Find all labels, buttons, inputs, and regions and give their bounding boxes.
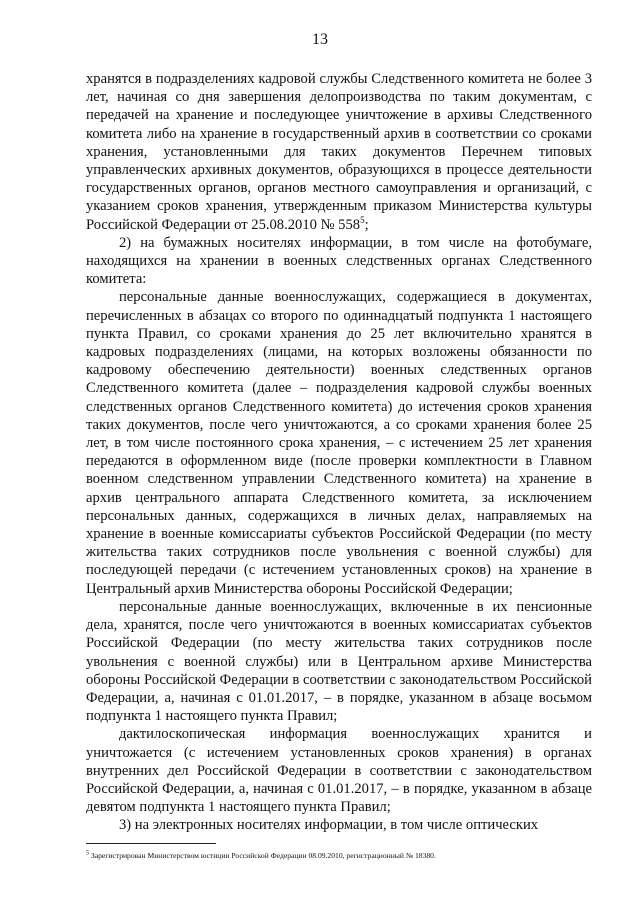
body-text bbox=[86, 70, 592, 835]
page-number: 13 bbox=[312, 31, 328, 48]
paragraph-electronic-media: 3) на электронных носителях информации, в том числе оптических bbox=[119, 817, 539, 834]
footnote-text: Зарегистрирован Министерством юстиции Российской Федерации 08.09.2010, регистрационный № 18380. bbox=[89, 851, 436, 860]
footnote-divider bbox=[86, 843, 216, 844]
footnote-marker: 5 bbox=[86, 850, 89, 857]
paragraph-military-personal-data: персональные данные военнослужащих, содержащиеся в документах, перечисленных в абзацах со второго по одиннадцатый подпункта 1 настоящего пункта Правил, со сроками хранения до 25 лет включительно хранятся в кадровых подразделениях (лицами, на которых возложены обязанности по кадровому обеспечению деятельности) военных следственных органов Следственного комитета (далее – подразделения кадровой службы военных следственных органов Следственного комитета) до истечения сроков хранения таких документов, после чего уничтожаются, а со сроками хранения более 25 лет, в том числе постоянного срока хранения, – с истечением 25 лет хранения передаются в оформленном виде (после проверки комплектности в Главном военном следственном управлении Следственного комитета) на хранение в архив центрального аппарата Следственного комитета, за исключением персональных данных, содержащихся в личных делах, направляемых на хранение в военные комиссариаты субъектов Российской Федерации (по месту жительства таких сотрудников после увольнения с военной службы) для последующей передачи (с истечением установленных сроков) на хранение в Центральный архив Министерства обороны Российской Федерации; bbox=[86, 289, 592, 597]
paragraph-dactyloscopic-info: дактилоскопическая информация военнослужащих хранится и уничтожается (с истечением установленных сроков хранения) в органах внутренних дел Российской Федерации в соответствии с законодательством Российской Федерации, а, начиная с 01.01.2017, – в порядке, указанном в абзаце девятом подпункта 1 настоящего пункта Правил; bbox=[86, 726, 592, 816]
paragraph-text: хранятся в подразделениях кадровой службы Следственного комитета не более 3 лет, начиная со дня завершения делопроизводства по таким документам, с передачей на хранение и последующее уничтожение в архивы Следственного комитета либо на хранение в государственный архив в соответствии со сроками хранения, установленными для таких документов Перечнем типовых управленческих архивных документов, образующихся в процессе деятельности государственных органов, органов местного самоуправления и организаций, с указанием сроков хранения, утвержденным приказом Министерства культуры Российской Федерации от 25.08.2010 № 558 bbox=[86, 71, 592, 233]
footnote-reference: 5 bbox=[360, 214, 365, 225]
paragraph-tail: ; bbox=[364, 216, 369, 233]
paragraph-paper-media: 2) на бумажных носителях информации, в том числе на фотобумаге, находящихся на хранении в военных следственных органах Следственного комитета: bbox=[86, 234, 592, 288]
footnote bbox=[86, 851, 592, 861]
paragraph-pension-files: персональные данные военнослужащих, включенные в их пенсионные дела, хранятся, после чего уничтожаются в военных комиссариатах субъектов Российской Федерации (по месту жительства таких сотрудников после увольнения с военной службы) или в Центральном архиве Министерства обороны Российской Федерации в соответствии с законодательством Российской Федерации, а, начиная с 01.01.2017, – в порядке, указанном в абзаце восьмом подпункта 1 настоящего пункта Правил; bbox=[86, 598, 592, 725]
paragraph-storage-terms bbox=[86, 70, 592, 234]
